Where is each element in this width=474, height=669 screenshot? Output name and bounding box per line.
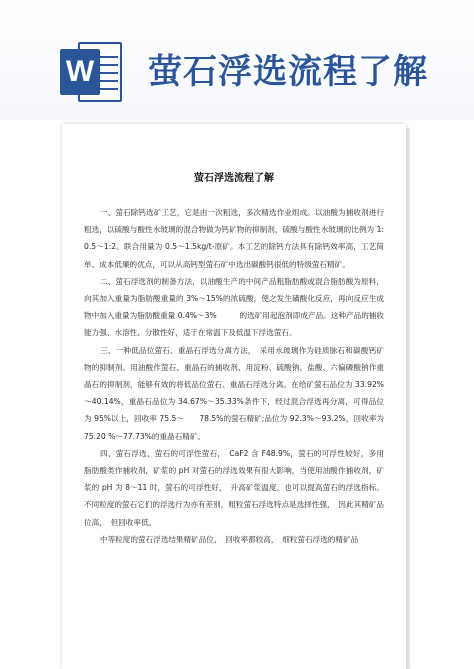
paragraph-2: 二、萤石浮选剂的制备方法，以油酸生产的中间产品粗脂肪酸或混合脂肪酸为原料，向其加入重量为脂肪酸重量的 3%～15%的浓硫酸，使之发生磺酸化反应，再向反应生成物中加入重量为脂肪酸重量 0.4%～3% 的选矿用起泡剂即成产品。这种产品的捕收能力强、水溶性、分散性好，适于在常温下及低温下浮选萤石。 [84,276,384,338]
banner-title: 萤石浮选流程了解 [148,52,428,92]
word-icon-letter: W [60,49,100,95]
paragraph-1: 一、萤石除钙选矿工艺，它是由一次粗选，多次精选作业组成。以油酸为捕收剂进行粗选，以硫酸与酸性水玻璃的混合物做为钙矿物的抑制剂，硫酸与酸性水玻璃的比例为 1:0.5～1:2。联合用量为 0.5～1.5kg/t-原矿。本工艺的除钙方法具有除钙效率高，工艺简单、成本低廉的优点，可以从高钙型萤石矿中选出碳酸钙很低的特级萤石精矿。 [84,208,384,269]
paragraph-4: 四、萤石浮选，萤石的可浮性萤石， CaF2 含 F48.9%，萤石的可浮性较好，多用脂肪酸类作捕收剂，矿浆的 pH 对萤石的浮选效果有很大影响，当使用油酸作捕收剂，矿浆的 pH 为 8～11 时，萤石的可浮性好， 升高矿浆温度，也可以提高萤石的浮选指标。不同粒度的萤石它们的浮选行为亦有差别，粗粒萤石浮选特点是选择性强， 因此其精矿品位高， 但回收率低。 [84,448,384,527]
document-page [62,124,406,669]
paragraph-5: 中等粒度的萤石浮选结果精矿品位、 回收率都较高， 细粒萤石浮选的精矿品 [100,534,359,544]
header-banner [0,0,474,120]
document-title: 萤石浮选流程了解 [194,173,274,184]
document-body [84,204,384,548]
word-document-icon [60,42,122,102]
paragraph-3: 三、一种低品位萤石、重晶石浮选分离方法， 采用水玻璃作为硅质脉石和碳酸钙矿物的抑制剂、用油酸作萤石、重晶石的捕收剂、用淀粉、硫酸钠、盐酸、六偏磷酸钠作重晶石的抑制剂，能够有效的将低品位萤石、重晶石浮选分离。在给矿萤石品位为 33.92%～40.14%，重晶石品位为 34.67%～35.33%条件下，经过混合浮选再分离，可得品位为 95%以上，回收率 75.5～ 78.5%的萤石精矿;品位为 92.3%～93.2%，回收率为 75.20 %～77.73%的重晶石精矿。 [84,345,384,441]
